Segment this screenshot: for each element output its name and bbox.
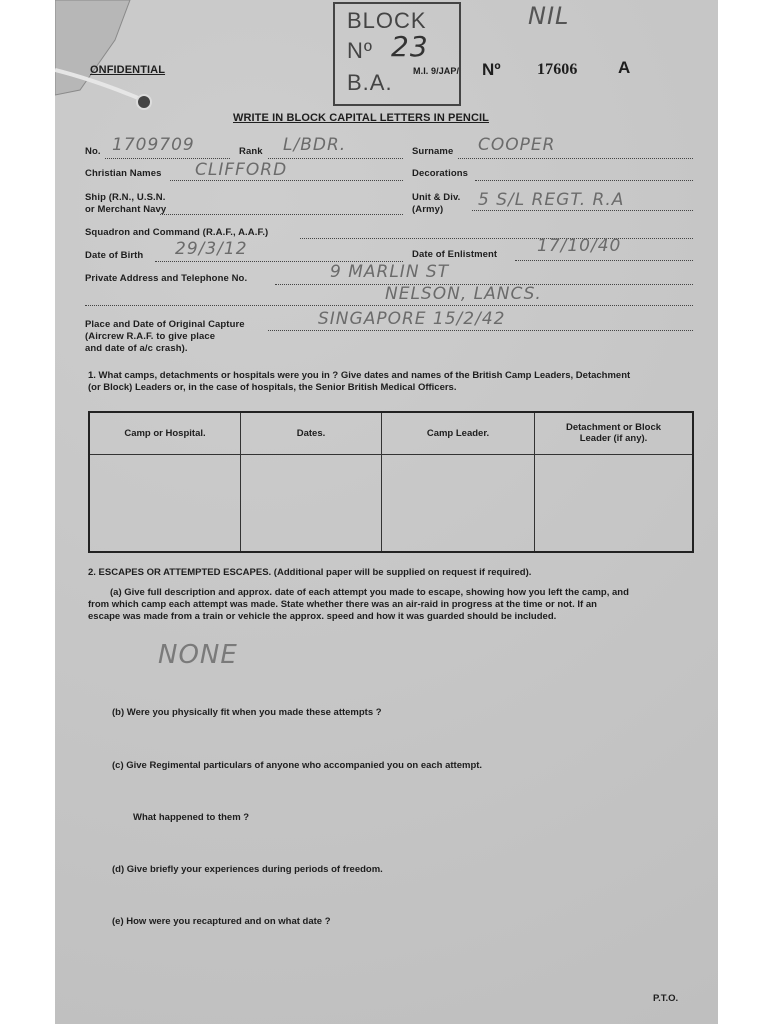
no-value: 1709709: [112, 135, 195, 155]
q2-a-line-3: escape was made from a train or vehicle the approx. speed and how it was guarded should be included.: [88, 611, 557, 622]
capture-label-1: Place and Date of Original Capture: [85, 319, 245, 330]
christian-label: Christian Names: [85, 168, 162, 179]
q2-c: (c) Give Regimental particulars of anyone who accompanied you on each attempt.: [112, 760, 483, 771]
stamp-line1: BLOCK: [347, 8, 427, 33]
capture-label-3: and date of a/c crash).: [85, 343, 188, 354]
table-cell: [382, 454, 535, 552]
folded-corner-icon: [55, 0, 175, 110]
squadron-label: Squadron and Command (R.A.F., A.A.F.): [85, 227, 269, 238]
surname-value: COOPER: [478, 135, 556, 155]
col-dates: Dates.: [241, 412, 382, 454]
stamp-number: 23: [391, 30, 429, 63]
ref-label: M.I. 9/JAP/: [413, 66, 460, 76]
q2-d: (d) Give briefly your experiences during periods of freedom.: [112, 864, 383, 875]
q2-title: 2. ESCAPES OR ATTEMPTED ESCAPES. (Additional paper will be supplied on request if required).: [88, 567, 532, 578]
col-leader: Camp Leader.: [382, 412, 535, 454]
unit-label-2: (Army): [412, 204, 444, 215]
number-label: Nº: [482, 60, 501, 79]
table-cell: [535, 454, 694, 552]
capture-value: SINGAPORE 15/2/42: [318, 309, 506, 329]
rank-label: Rank: [239, 146, 263, 157]
ship-label-1: Ship (R.N., U.S.N.: [85, 192, 166, 203]
rank-value: L/BDR.: [283, 135, 347, 155]
corner-note: NIL: [528, 2, 570, 30]
q1-line-1: 1. What camps, detachments or hospitals were you in ? Give dates and names of the British Camp Leaders, Detachment: [88, 370, 631, 381]
escape-answer: NONE: [158, 640, 238, 670]
address-line-2: NELSON, LANCS.: [385, 284, 542, 304]
block-stamp: [333, 2, 461, 106]
table-cell: [241, 454, 382, 552]
dob-value: 29/3/12: [175, 239, 248, 259]
q1-line-2: (or Block) Leaders or, in the case of hospitals, the Senior British Medical Officers.: [88, 382, 457, 393]
decorations-label: Decorations: [412, 168, 469, 179]
dob-label: Date of Birth: [85, 250, 144, 261]
christian-value: CLIFFORD: [195, 160, 288, 180]
col-detachment: [535, 412, 694, 454]
stamp-line3: B.A.: [347, 70, 393, 95]
ship-label-2: or Merchant Navy: [85, 204, 167, 215]
form-suffix: A: [618, 58, 631, 77]
no-label: No.: [85, 146, 101, 157]
q2-b: (b) Were you physically fit when you made these attempts ?: [112, 707, 382, 718]
q2-a-line-1: (a) Give full description and approx. date of each attempt you made to escape, showing how you left the camp, and: [110, 587, 629, 598]
address-label: Private Address and Telephone No.: [85, 273, 248, 284]
unit-value: 5 S/L REGT. R.A: [478, 190, 625, 210]
form-number: 17606: [537, 61, 578, 78]
enlistment-label: Date of Enlistment: [412, 249, 498, 260]
pto-label: P.T.O.: [653, 993, 679, 1004]
col-camp: Camp or Hospital.: [89, 412, 241, 454]
enlistment-value: 17/10/40: [537, 236, 622, 256]
address-line-1: 9 MARLIN ST: [330, 262, 450, 282]
table-cell: [89, 454, 241, 552]
stamp-line2: Nº: [347, 38, 373, 63]
q2-a-line-2: from which camp each attempt was made. State whether there was an air-raid in progress at the time or not. If an: [88, 599, 597, 610]
surname-label: Surname: [412, 146, 454, 157]
instruction-heading: WRITE IN BLOCK CAPITAL LETTERS IN PENCIL: [233, 112, 489, 124]
unit-label-1: Unit & Div.: [412, 192, 461, 203]
col-detachment-line1: Detachment or Block: [565, 422, 662, 434]
capture-label-2: (Aircrew R.A.F. to give place: [85, 331, 216, 342]
confidential-label: ONFIDENTIAL: [90, 64, 166, 76]
q2-c-followup: What happened to them ?: [133, 812, 250, 823]
camps-table: [88, 411, 694, 553]
col-detachment-line2: Leader (if any).: [579, 433, 648, 445]
q2-e: (e) How were you recaptured and on what date ?: [112, 916, 331, 927]
